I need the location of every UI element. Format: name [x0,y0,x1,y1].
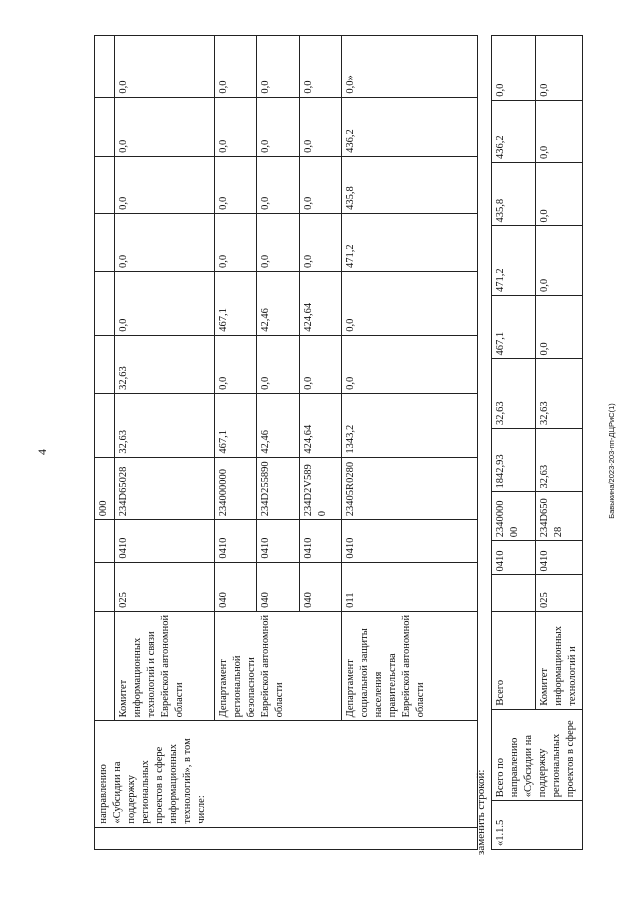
gr-cell: 040 [300,562,342,611]
upper-table [94,35,478,850]
value-cell: 0,0 [536,36,583,101]
value-cell: 436,2 [342,97,478,156]
rz-cell: 0410 [115,520,215,562]
value-cell: 435,8 [342,156,478,213]
rz-cell: 0410 [215,520,257,562]
value-cell: 0,0 [536,226,583,296]
value-cell [95,393,115,457]
org-cell: Комитет информационных технологий и связи Еврейской автономной области [115,611,215,721]
value-cell: 0,0 [300,213,342,271]
replace-label: заменить строкой: [475,769,487,855]
lower-table [491,35,583,850]
value-cell: 0,0 [536,100,583,162]
org-cell: Департамент социальной защиты населения правительства Еврейской автономной области [342,611,478,721]
csr-cell: 234D2V5890 [300,457,342,520]
table-row [95,36,115,850]
value-cell [95,335,115,393]
num-cell [95,827,478,849]
upper-table-wrapper [94,35,478,850]
value-cell: 467,1 [215,393,257,457]
csr-cell: 234D255890 [257,457,300,520]
value-cell: 0,0 [115,213,215,271]
csr-cell: 234000000 [215,457,257,520]
gr-cell: 011 [342,562,478,611]
value-cell: 0,0 [215,213,257,271]
gr-cell [95,562,115,611]
rz-cell: 0410 [342,520,478,562]
value-cell: 1842,93 [492,429,536,492]
csr-cell: 234D65028 [115,457,215,520]
csr-cell: 234000000 [492,492,536,541]
value-cell: 0,0 [536,296,583,359]
value-cell: 467,1 [215,272,257,336]
value-cell: 42,46 [257,393,300,457]
value-cell: 435,8 [492,163,536,226]
csr-cell: 000 [95,457,115,520]
csr-cell: 234D65028 [536,492,583,541]
value-cell: 0,0 [257,97,300,156]
value-cell: 0,0 [300,97,342,156]
page-number: 4 [35,449,49,455]
value-cell: 0,0 [115,97,215,156]
value-cell [95,272,115,336]
org-cell [95,611,115,721]
value-cell: 0,0 [215,97,257,156]
value-cell: 0,0 [257,36,300,98]
value-cell: 0,0 [115,156,215,213]
footer-stamp: Бавыкина/2023-203-пп-ДЦРиС(1) [607,403,616,519]
table-row [492,36,536,850]
gr-cell: 025 [536,575,583,612]
org-cell: Всего [492,612,536,710]
value-cell: 32,63 [536,429,583,492]
value-cell: 0,0 [257,213,300,271]
value-cell: 0,0 [115,36,215,98]
gr-cell: 040 [215,562,257,611]
value-cell: 32,63 [492,359,536,429]
value-cell: 0,0 [215,156,257,213]
gr-cell: 040 [257,562,300,611]
value-cell: 424,64 [300,393,342,457]
value-cell: 0,0 [257,156,300,213]
csr-cell: 23405R0280 [342,457,478,520]
value-cell: 0,0 [492,36,536,101]
org-cell: Департамент региональной безопасности Еврейской автономной области [215,611,342,721]
value-cell: 0,0 [536,163,583,226]
value-cell: 42,46 [257,272,300,336]
value-cell [95,97,115,156]
gr-cell: 025 [115,562,215,611]
value-cell: 436,2 [492,100,536,162]
value-cell [95,156,115,213]
value-cell: 0,0 [300,36,342,98]
rz-cell [95,520,115,562]
direction-cell: направлению «Субсидии на поддержку региональных проектов в сфере информационных технологий», в том числе: [95,721,478,827]
direction-cell: Всего по направлению «Субсидии на поддержку региональных проектов в сфере [492,709,583,801]
value-cell [95,36,115,98]
gr-cell [492,575,536,612]
value-cell: 0,0 [215,36,257,98]
value-cell [95,213,115,271]
value-cell: 0,0 [257,335,300,393]
org-cell: Комитет информационных технологий и [536,612,583,710]
value-cell: 32,63 [115,393,215,457]
lower-table-wrapper [491,35,583,850]
value-cell: 0,0 [215,335,257,393]
value-cell: 32,63 [536,359,583,429]
num-cell: «1.1.5 [492,801,583,850]
value-cell: 0,0 [342,335,478,393]
value-cell: 32,63 [115,335,215,393]
rz-cell: 0410 [492,541,536,575]
value-cell: 471,2 [342,213,478,271]
value-cell: 471,2 [492,226,536,296]
value-cell: 0,0» [342,36,478,98]
rz-cell: 0410 [300,520,342,562]
value-cell: 0,0 [115,272,215,336]
value-cell: 467,1 [492,296,536,359]
value-cell: 0,0 [300,335,342,393]
rz-cell: 0410 [257,520,300,562]
value-cell: 0,0 [300,156,342,213]
value-cell: 1343,2 [342,393,478,457]
value-cell: 424,64 [300,272,342,336]
rz-cell: 0410 [536,541,583,575]
value-cell: 0,0 [342,272,478,336]
